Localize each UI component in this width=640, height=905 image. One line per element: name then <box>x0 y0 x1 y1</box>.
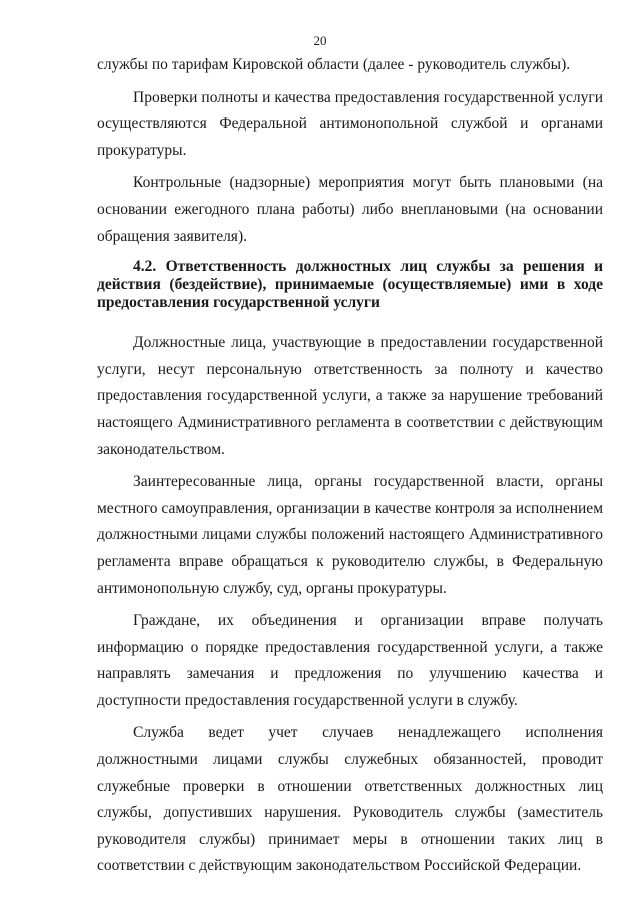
paragraph-inspections: Проверки полноты и качества предоставления государственной услуги осуществляются Федеральной антимонопольной службой и органами прокуратуры. <box>97 88 603 159</box>
section-heading: 4.2. Ответственность должностных лиц службы за решения и действия (бездействие), принимаемые (осуществляемые) ими в ходе предоставления государственной услуги <box>97 258 603 312</box>
paragraph-continuation: службы по тарифам Кировской области (далее - руководитель службы). <box>97 56 571 73</box>
paragraph-responsibility: Должностные лица, участвующие в предоставлении государственной услуги, несут персональную ответственность за полноту и качество предоставления государственной услуги, а также за нарушение требований настоящего Административного регламента в соответствии с действующим законодательством. <box>97 334 603 458</box>
paragraph-service-records: Служба ведет учет случаев ненадлежащего исполнения должностными лицами службы служебных обязанностей, проводит служебные проверки в отношении ответственных должностных лиц службы, допустивших нарушения. Руководитель службы (заместитель руководителя службы) принимает меры в отношении таких лиц в соответствии с действующим законодательством Российской Федерации. <box>97 724 603 875</box>
paragraph-control-measures: Контрольные (надзорные) мероприятия могут быть плановыми (на основании ежегодного плана работы) либо внеплановыми (на основании обращения заявителя). <box>97 174 603 245</box>
document-body <box>97 52 603 880</box>
page-number: 20 <box>313 33 327 48</box>
paragraph-citizens: Граждане, их объединения и организации вправе получать информацию о порядке предоставления государственной услуги, а также направлять замечания и предложения по улучшению качества и доступности предоставления государственной услуги в службу. <box>97 612 603 709</box>
paragraph-interested-parties: Заинтересованные лица, органы государственной власти, органы местного самоуправления, организации в качестве контроля за исполнением должностными лицами службы положений настоящего Административного регламента вправе обращаться к руководителю службы, в Федеральную антимонопольную службу, суд, органы прокуратуры. <box>97 473 603 597</box>
